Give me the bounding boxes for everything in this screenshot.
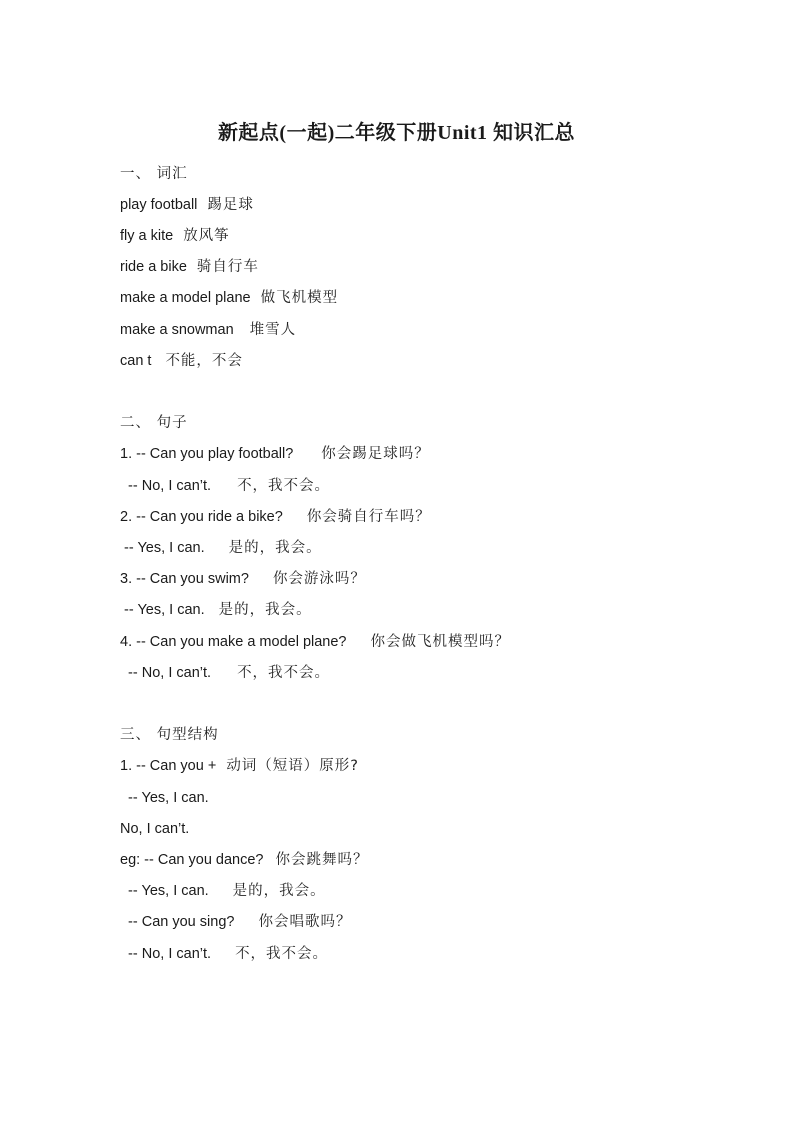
sentence-chinese: 你会骑自行车吗？ bbox=[306, 509, 431, 525]
vocab-english: can t bbox=[120, 353, 152, 369]
sentence-english: 4. -- Can you make a model plane? bbox=[120, 634, 347, 650]
pattern-line bbox=[120, 881, 326, 901]
sentence-line bbox=[120, 444, 430, 464]
sentence-chinese: 不，我不会。 bbox=[237, 478, 331, 494]
sentence-chinese: 你会游泳吗？ bbox=[272, 571, 366, 587]
sentence-english: -- No, I can’t. bbox=[120, 478, 212, 494]
sentence-english: -- No, I can’t. bbox=[120, 665, 212, 681]
sentence-english: -- Yes, I can. bbox=[120, 602, 205, 618]
sentence-line bbox=[120, 507, 431, 527]
pattern-english: -- Can you sing? bbox=[120, 914, 235, 930]
vocab-item bbox=[120, 351, 243, 371]
pattern-chinese: 你会跳舞吗？ bbox=[275, 852, 369, 868]
sentence-english: 3. -- Can you swim? bbox=[120, 571, 249, 587]
sentence-line bbox=[120, 476, 330, 496]
pattern-line bbox=[120, 819, 189, 839]
pattern-line bbox=[120, 756, 359, 776]
sentence-english: 1. -- Can you play football? bbox=[120, 446, 294, 462]
sentence-line bbox=[120, 632, 510, 652]
vocab-chinese: 做飞机模型 bbox=[260, 290, 339, 306]
section-heading-patterns: 三、 句型结构 bbox=[120, 727, 219, 743]
vocab-english: play football bbox=[120, 197, 198, 213]
sentence-chinese: 你会做飞机模型吗？ bbox=[370, 634, 510, 650]
sentence-chinese: 是的，我会。 bbox=[218, 602, 312, 618]
vocab-english: ride a bike bbox=[120, 259, 187, 275]
vocab-chinese: 骑自行车 bbox=[196, 259, 259, 275]
pattern-line bbox=[120, 788, 209, 808]
section-heading-vocabulary: 一、 词汇 bbox=[120, 166, 188, 182]
sentence-chinese: 不，我不会。 bbox=[237, 665, 331, 681]
pattern-english: eg: -- Can you dance? bbox=[120, 852, 264, 868]
vocab-item bbox=[120, 257, 259, 277]
sentence-chinese: 是的，我会。 bbox=[228, 540, 322, 556]
pattern-chinese: 不，我不会。 bbox=[235, 946, 329, 962]
pattern-english: 1. -- Can you + bbox=[120, 758, 217, 774]
section-heading-sentences: 二、 句子 bbox=[120, 415, 188, 431]
pattern-english: -- Yes, I can. bbox=[120, 790, 209, 806]
pattern-english: -- No, I can’t. bbox=[120, 946, 212, 962]
vocab-item bbox=[120, 195, 254, 215]
vocab-chinese: 踢足球 bbox=[207, 197, 254, 213]
vocab-chinese: 不能，不会 bbox=[165, 353, 243, 369]
pattern-english: -- Yes, I can. bbox=[120, 883, 209, 899]
pattern-line bbox=[120, 912, 351, 932]
sentence-line bbox=[120, 569, 366, 589]
vocab-chinese: 堆雪人 bbox=[249, 322, 297, 338]
pattern-line bbox=[120, 944, 328, 964]
sentence-line bbox=[120, 538, 322, 558]
vocab-item bbox=[120, 288, 338, 308]
pattern-chinese: 是的，我会。 bbox=[232, 883, 326, 899]
sentence-english: 2. -- Can you ride a bike? bbox=[120, 509, 283, 525]
pattern-line bbox=[120, 850, 368, 870]
vocab-chinese: 放风筝 bbox=[183, 228, 230, 244]
sentence-line bbox=[120, 600, 312, 620]
pattern-chinese: 动词（短语）原形? bbox=[226, 758, 360, 774]
sentence-line bbox=[120, 663, 330, 683]
pattern-english: No, I can’t. bbox=[120, 821, 190, 837]
vocab-english: make a model plane bbox=[120, 290, 251, 306]
sentence-english: -- Yes, I can. bbox=[120, 540, 205, 556]
sentence-chinese: 你会踢足球吗？ bbox=[321, 446, 430, 462]
pattern-chinese: 你会唱歌吗？ bbox=[258, 914, 352, 930]
vocab-item bbox=[120, 320, 296, 340]
vocab-item bbox=[120, 226, 230, 246]
page-title: 新起点(一起)二年级下册Unit1 知识汇总 bbox=[217, 122, 576, 144]
vocab-english: make a snowman bbox=[120, 322, 234, 338]
vocab-english: fly a kite bbox=[120, 228, 174, 244]
